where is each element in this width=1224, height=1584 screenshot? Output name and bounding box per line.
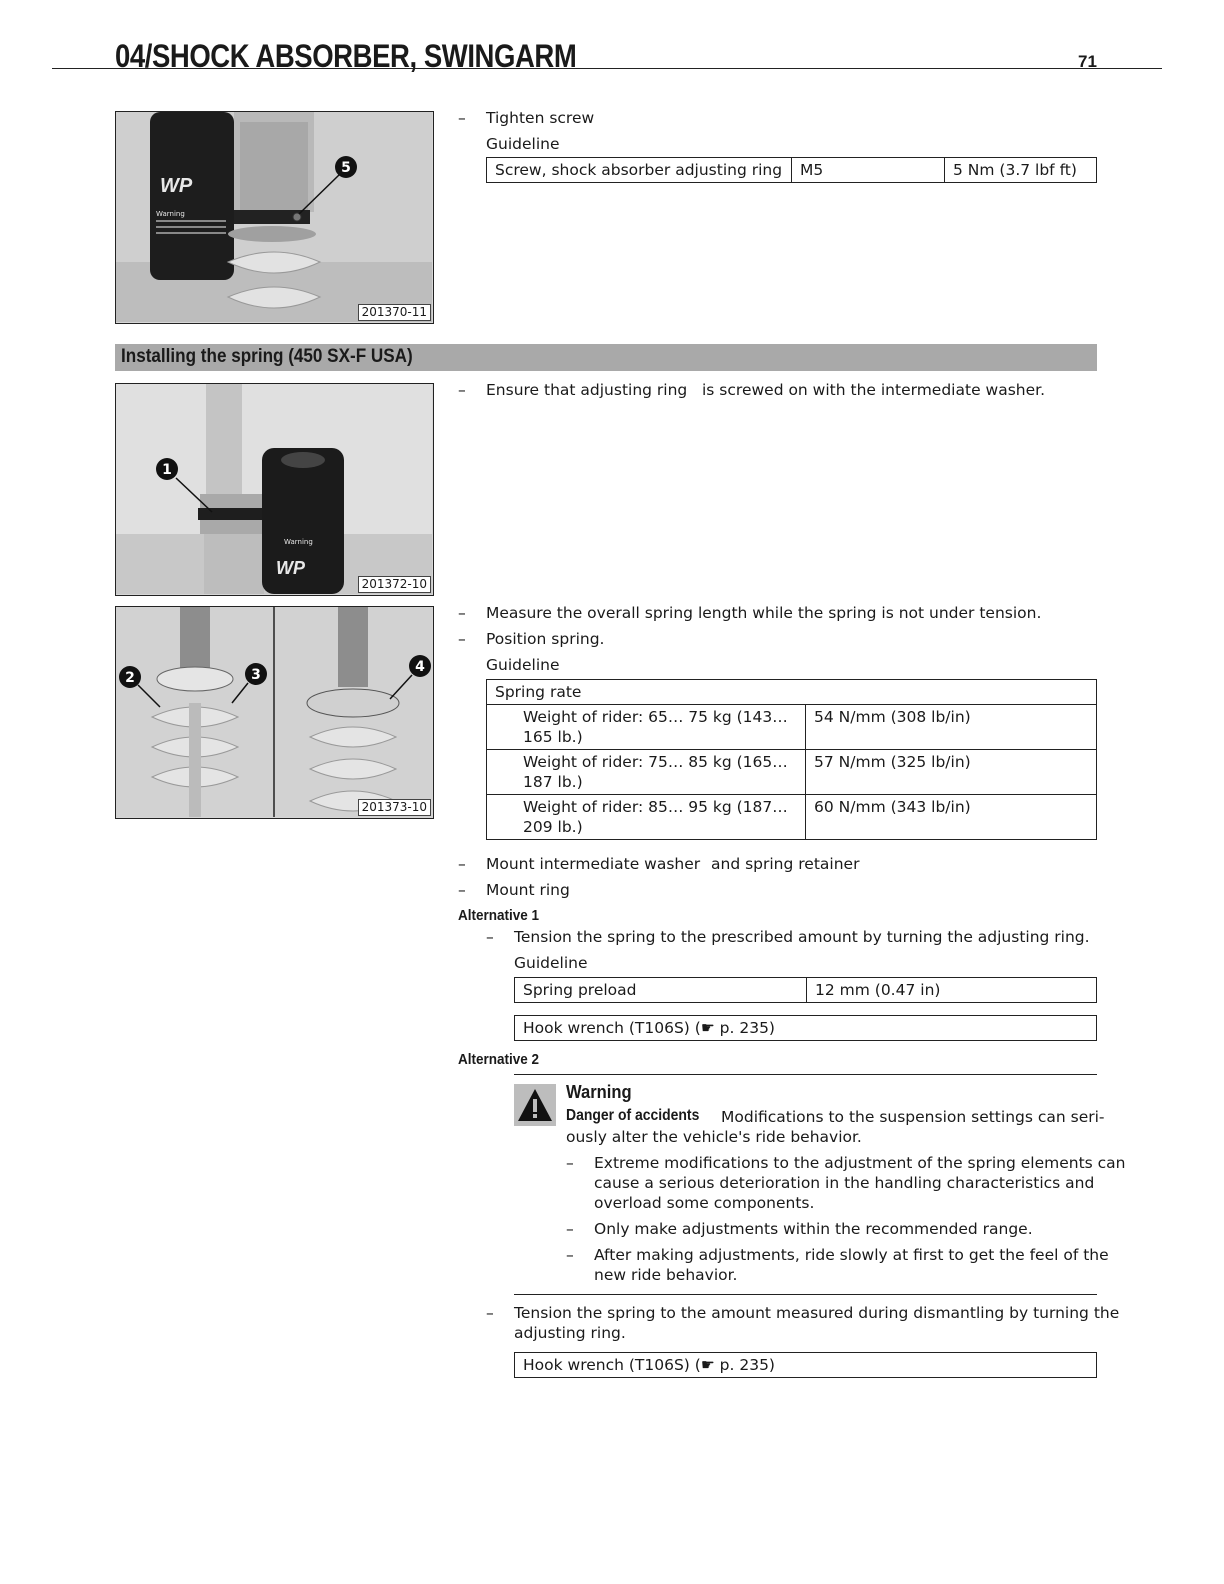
warning-item-1-line1: Extreme modifications to the adjustment of the spring elements can	[594, 1154, 1126, 1172]
bullet-dash: –	[458, 630, 466, 648]
header-rule	[52, 68, 1162, 69]
guideline-label: Guideline	[486, 656, 560, 674]
step-mount-ring: Mount ring	[486, 881, 570, 899]
warning-bottom-rule	[514, 1294, 1097, 1295]
warning-item-1-line2: cause a serious deterioration in the handling characteristics and	[594, 1174, 1095, 1192]
warning-title: Warning	[566, 1082, 632, 1102]
callout-1: 1	[162, 462, 172, 478]
step-tension-measured-line2: adjusting ring.	[514, 1324, 626, 1342]
warning-item-3-line1: After making adjustments, ride slowly at first to get the feel of the	[594, 1246, 1109, 1264]
photo-adjusting-ring-washer	[115, 383, 434, 596]
spring-illustration	[116, 607, 432, 817]
section-header	[115, 344, 1097, 371]
tool-reference: Hook wrench (T106S) (☛ p. 235)	[515, 1353, 1097, 1378]
callout-5: 5	[341, 160, 351, 176]
bullet-dash: –	[486, 928, 494, 946]
step-tighten-screw: Tighten screw	[486, 109, 595, 127]
brand-logo: WP	[276, 558, 305, 578]
step-position-spring: Position spring.	[486, 630, 605, 648]
table-cell-name: Screw, shock absorber adjusting ring	[487, 158, 792, 183]
callout-4: 4	[415, 659, 425, 675]
alternative-2-title: Alternative 2	[458, 1051, 540, 1068]
shock-absorber-illustration	[116, 112, 432, 322]
screw-torque-table	[486, 157, 1097, 183]
table-cell-torque: 5 Nm (3.7 lbf ft)	[945, 158, 1097, 183]
warning-item-3-line2: new ride behavior.	[594, 1266, 738, 1284]
reservoir-label: Warning	[284, 538, 313, 546]
bullet-dash: –	[486, 1304, 494, 1322]
warning-text-line2: ously alter the vehicle's ride behavior.	[566, 1128, 862, 1146]
table-row	[487, 705, 1097, 750]
bullet-dash: –	[566, 1154, 574, 1172]
callout-2: 2	[125, 670, 135, 686]
bullet-dash: –	[458, 881, 466, 899]
warning-top-rule	[514, 1074, 1097, 1075]
bullet-dash: –	[458, 604, 466, 622]
spring-preload-table	[514, 977, 1097, 1003]
warning-lead: Danger of accidents	[566, 1107, 700, 1124]
section-title: Installing the spring (450 SX-F USA)	[121, 346, 413, 367]
weight-range: Weight of rider: 65… 75 kg (143…	[523, 708, 788, 726]
alternative-1-title: Alternative 1	[458, 907, 540, 924]
guideline-label: Guideline	[486, 135, 560, 153]
weight-range: Weight of rider: 75… 85 kg (165…	[523, 753, 788, 771]
photo-caption: 201370-11	[358, 304, 431, 321]
weight-range-cont: 165 lb.)	[523, 728, 583, 746]
step-measure-spring: Measure the overall spring length while the spring is not under tension.	[486, 604, 1042, 622]
step-mount-washer-a: Mount intermediate washer	[486, 855, 701, 873]
reservoir-label: Warning	[156, 210, 185, 218]
brand-logo: WP	[160, 175, 193, 197]
step-tension-measured-line1: Tension the spring to the amount measured during dismantling by turning the	[514, 1304, 1120, 1322]
tool-box	[514, 1015, 1097, 1041]
photo-spring-retainer	[115, 606, 434, 819]
step-tension-prescribed: Tension the spring to the prescribed amount by turning the adjusting ring.	[514, 928, 1090, 946]
step-mount-washer-b: and spring retainer	[711, 855, 860, 873]
spring-rate-value: 60 N/mm (343 lb/in)	[806, 795, 1097, 840]
guideline-label: Guideline	[514, 954, 588, 972]
step-ensure-ring-a: Ensure that adjusting ring	[486, 381, 688, 399]
table-cell-name: Spring preload	[515, 978, 807, 1003]
step-ensure-ring-b: is screwed on with the intermediate washer.	[702, 381, 1046, 399]
photo-caption: 201373-10	[358, 799, 431, 816]
weight-range-cont: 209 lb.)	[523, 818, 583, 836]
warning-item-1-line3: overload some components.	[594, 1194, 815, 1212]
callout-3: 3	[251, 667, 261, 683]
table-row	[487, 795, 1097, 840]
table-row	[487, 750, 1097, 795]
bullet-dash: –	[458, 381, 466, 399]
weight-range-cont: 187 lb.)	[523, 773, 583, 791]
bullet-dash: –	[458, 109, 466, 127]
spring-rate-header: Spring rate	[487, 680, 1097, 705]
warning-text-line1: Modifications to the suspension settings can seri-	[721, 1108, 1105, 1126]
page-title: 04/SHOCK ABSORBER, SWINGARM	[115, 38, 577, 74]
bullet-dash: –	[566, 1246, 574, 1264]
spring-rate-table	[486, 679, 1097, 840]
spring-rate-value: 57 N/mm (325 lb/in)	[806, 750, 1097, 795]
page-number: 71	[1078, 52, 1097, 71]
weight-range: Weight of rider: 85… 95 kg (187…	[523, 798, 788, 816]
bullet-dash: –	[458, 855, 466, 873]
photo-shock-adjusting-ring	[115, 111, 434, 324]
table-cell-value: 12 mm (0.47 in)	[807, 978, 1097, 1003]
tool-box	[514, 1352, 1097, 1378]
warning-item-2-line1: Only make adjustments within the recommended range.	[594, 1220, 1033, 1238]
tool-reference: Hook wrench (T106S) (☛ p. 235)	[515, 1016, 1097, 1041]
warning-icon	[514, 1084, 556, 1126]
spring-rate-value: 54 N/mm (308 lb/in)	[806, 705, 1097, 750]
photo-caption: 201372-10	[358, 576, 431, 593]
table-cell-size: M5	[792, 158, 945, 183]
shock-body-illustration	[116, 384, 432, 594]
bullet-dash: –	[566, 1220, 574, 1238]
